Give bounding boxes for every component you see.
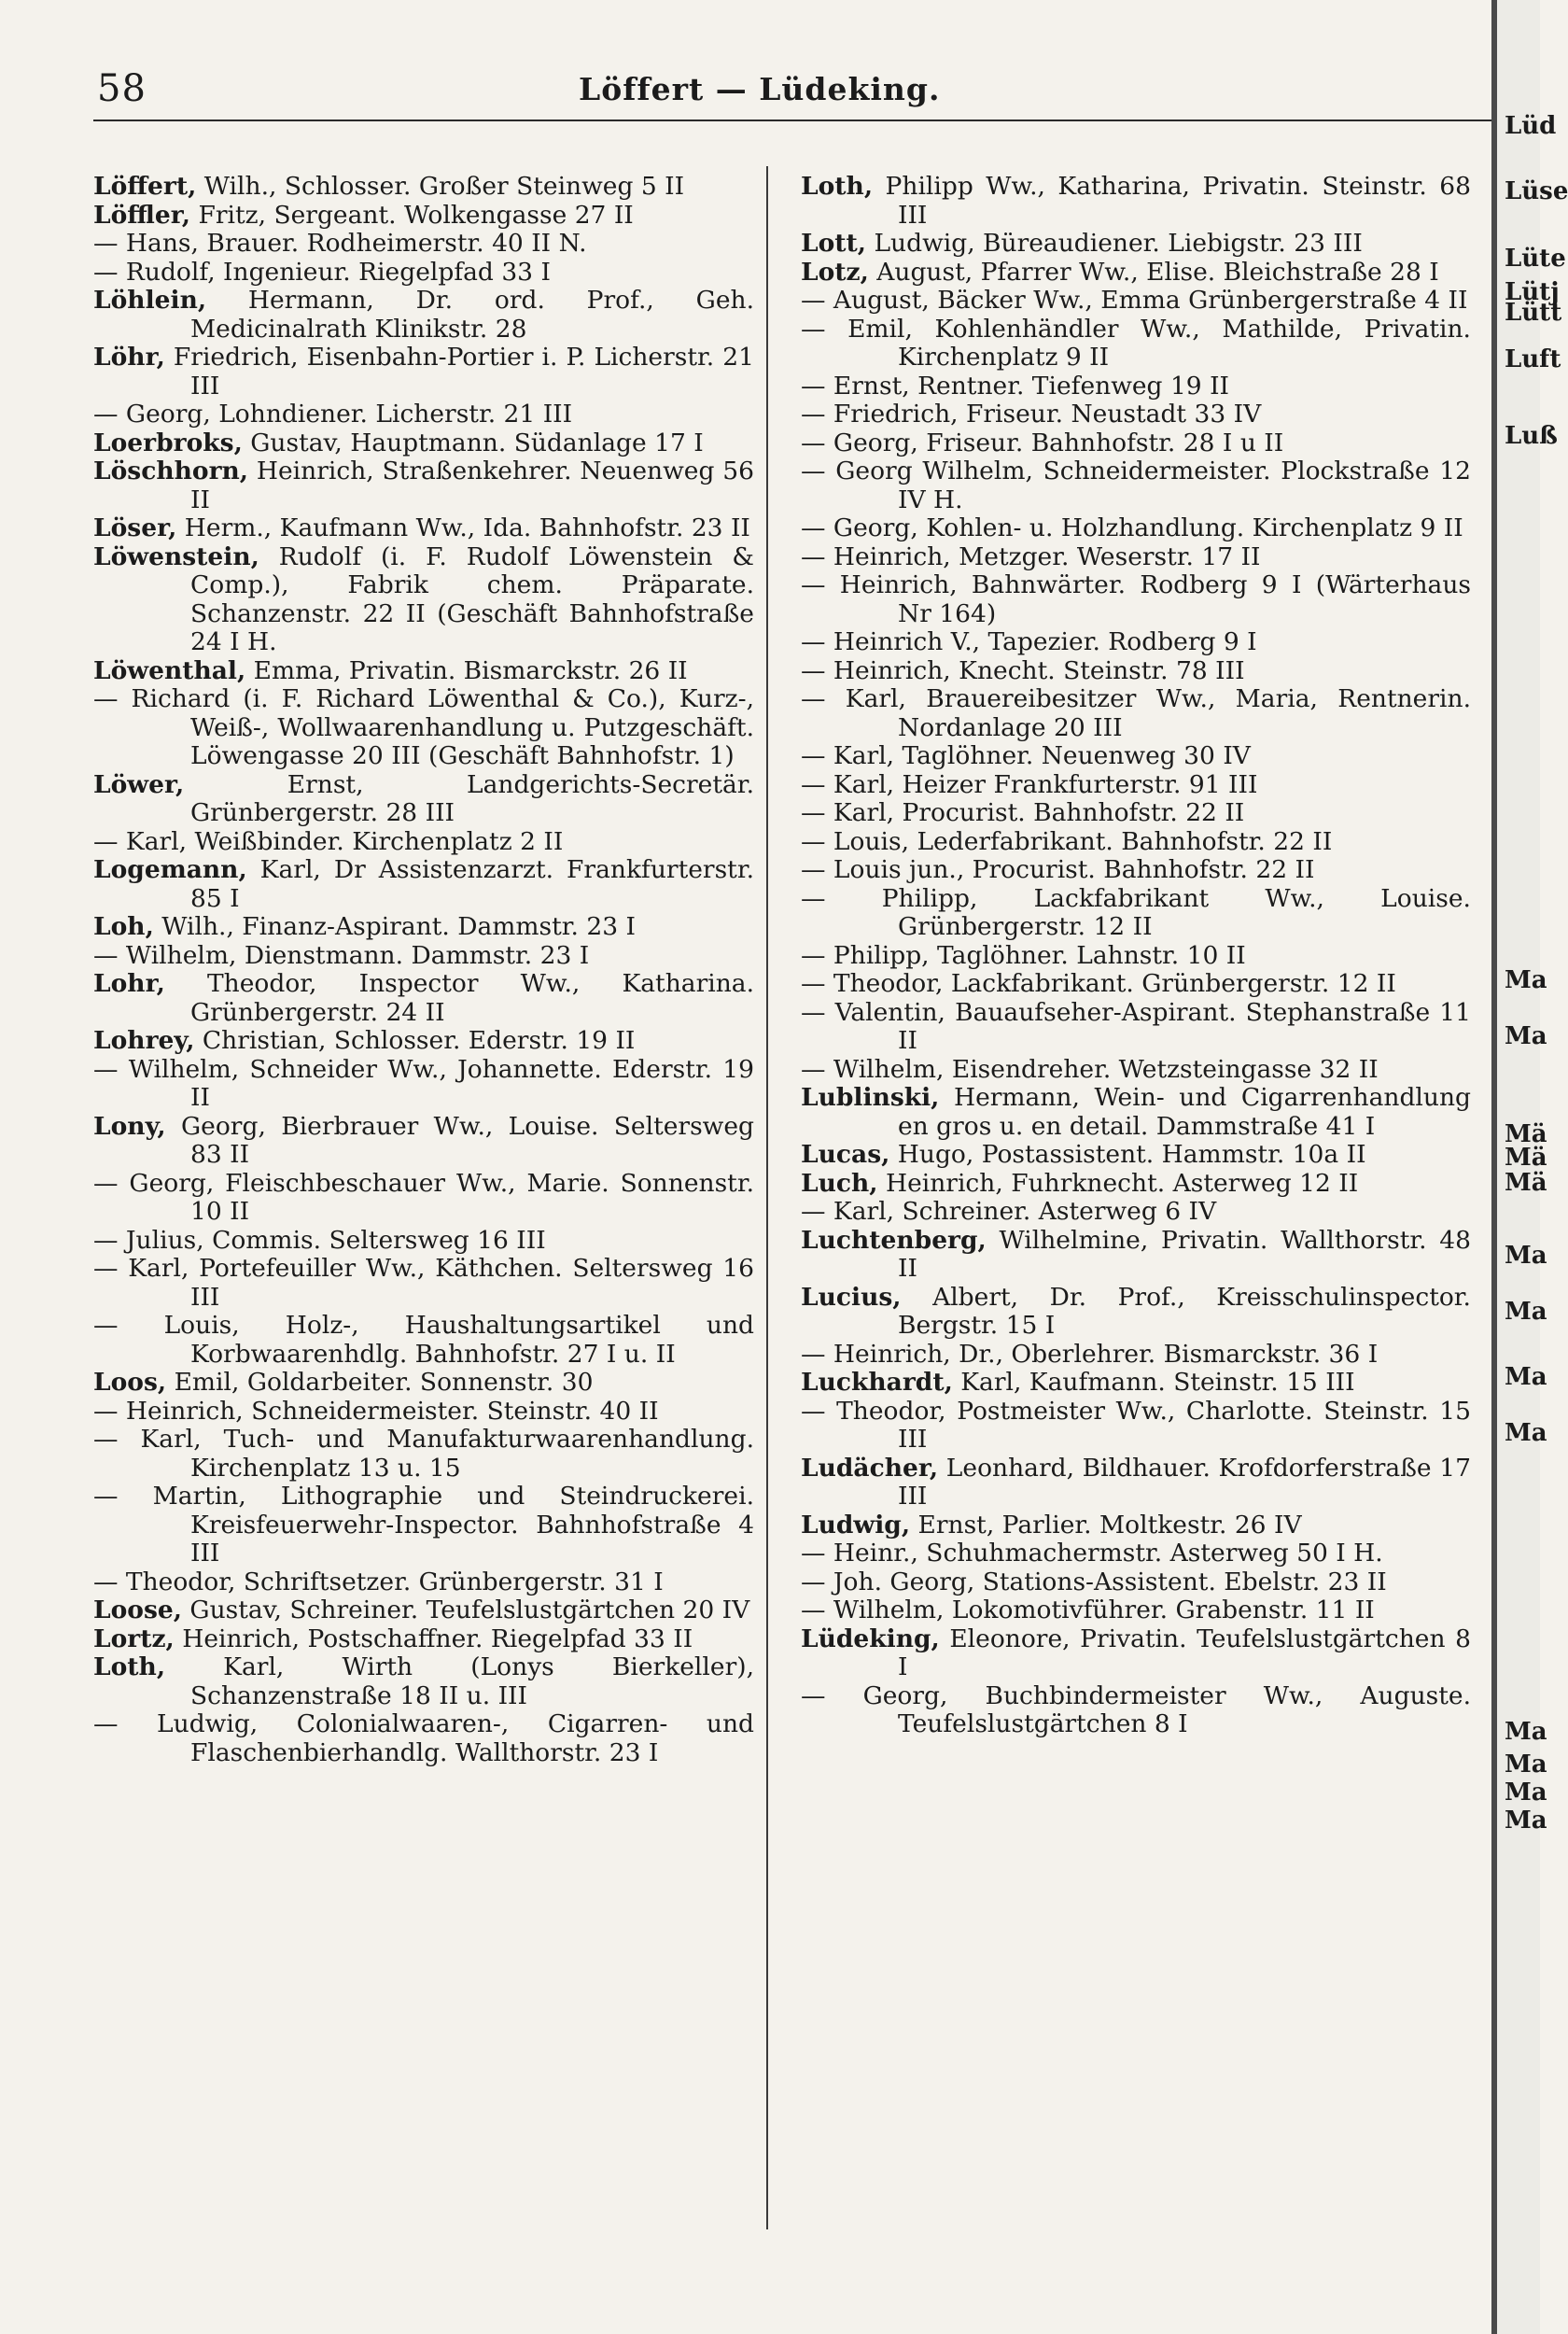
directory-entry — [801, 230, 1471, 259]
edge-fragment: Lüse — [1505, 177, 1568, 205]
entry-surname: Ludwig, — [801, 1510, 911, 1540]
directory-entry — [93, 259, 754, 288]
directory-entry — [801, 259, 1471, 288]
directory-entry — [93, 1398, 754, 1427]
directory-entry — [801, 1341, 1471, 1370]
entry-details: — Heinrich, Knecht. Steinstr. 78 III — [801, 655, 1245, 685]
edge-fragment: Ma — [1505, 1807, 1547, 1835]
directory-entry — [801, 429, 1471, 458]
directory-entry — [801, 1369, 1471, 1398]
directory-entry — [801, 799, 1471, 828]
entry-details: — Wilhelm, Schneider Ww., Johannette. Ederstr. 19 II — [93, 1054, 754, 1112]
directory-entry — [93, 657, 754, 686]
directory-entry — [93, 401, 754, 429]
entry-surname: Lony, — [93, 1111, 166, 1141]
directory-entry — [93, 1113, 754, 1170]
entry-details: — Heinrich V., Tapezier. Rodberg 9 I — [801, 627, 1257, 656]
running-header: Löffert — Lüdeking. — [579, 71, 941, 107]
entry-details: — Theodor, Lackfabrikant. Grünbergerstr. 12 II — [801, 969, 1396, 998]
entry-surname: Lohrey, — [93, 1026, 195, 1055]
directory-entry — [93, 1426, 754, 1483]
edge-fragment: Mä — [1505, 1144, 1547, 1172]
edge-fragment: Lütt — [1505, 299, 1562, 327]
entry-details: — Louis, Lederfabrikant. Bahnhofstr. 22 II — [801, 826, 1333, 856]
directory-entry — [93, 287, 754, 344]
directory-entry — [93, 1255, 754, 1312]
directory-entry — [801, 1540, 1471, 1568]
entry-details: — Richard (i. F. Richard Löwenthal & Co.), Kurz-, Weiß-, Wollwaarenhandlung u. Putzgeschäft. Löwengasse 20 III (Geschäft Bahnhofstr. 1) — [93, 684, 754, 770]
edge-fragment: Luft — [1505, 345, 1561, 373]
entry-details: — Theodor, Postmeister Ww., Charlotte. Steinstr. 15 III — [801, 1396, 1471, 1454]
entry-surname: Loos, — [93, 1368, 167, 1397]
column-divider — [766, 166, 768, 2229]
entry-surname: Löwer, — [93, 769, 185, 799]
edge-fragment: Mä — [1505, 1169, 1547, 1197]
directory-entry — [801, 1596, 1471, 1625]
entry-details: — Wilhelm, Eisendreher. Wetzsteingasse 32 II — [801, 1054, 1379, 1084]
entry-details: — Louis, Holz-, Haushaltungsartikel und Korbwaarenhdlg. Bahnhofstr. 27 I u. II — [93, 1311, 754, 1369]
directory-entry — [93, 913, 754, 942]
entry-details: Ludwig, Büreaudiener. Liebigstr. 23 III — [866, 229, 1363, 258]
page-number: 58 — [97, 67, 147, 110]
edge-fragment: Ma — [1505, 1022, 1547, 1050]
entry-surname: Lublinski, — [801, 1083, 940, 1112]
entry-details: — Karl, Heizer Frankfurterstr. 91 III — [801, 769, 1258, 799]
edge-fragment: Ma — [1505, 966, 1547, 994]
directory-entry — [93, 970, 754, 1027]
entry-details: Heinrich, Fuhrknecht. Asterweg 12 II — [877, 1168, 1359, 1198]
entry-details: — Georg, Buchbindermeister Ww., Auguste. Teufelslustgärtchen 8 I — [801, 1680, 1471, 1738]
entry-surname: Logemann, — [93, 855, 247, 884]
edge-fragment: Ma — [1505, 1242, 1547, 1270]
entry-surname: Loth, — [801, 172, 874, 201]
entry-details: Fritz, Sergeant. Wolkengasse 27 II — [190, 200, 634, 230]
edge-fragment: Ma — [1505, 1750, 1547, 1779]
edge-fragment: Ma — [1505, 1718, 1547, 1746]
entry-details: — Georg, Friseur. Bahnhofstr. 28 I u II — [801, 428, 1284, 457]
directory-entry — [93, 1596, 754, 1625]
directory-entry — [93, 942, 754, 971]
entry-details: — Georg, Lohndiener. Licherstr. 21 III — [93, 400, 573, 429]
directory-entry — [801, 543, 1471, 572]
entry-details: Wilhelmine, Privatin. Wallthorstr. 48 II — [898, 1225, 1471, 1283]
entry-details: — Karl, Portefeuiller Ww., Käthchen. Seltersweg 16 III — [93, 1254, 754, 1312]
directory-entry — [801, 1056, 1471, 1085]
entry-surname: Ludächer, — [801, 1453, 939, 1483]
entry-details: Emil, Goldarbeiter. Sonnenstr. 30 — [166, 1368, 594, 1397]
entry-details: Karl, Wirth (Lonys Bierkeller), Schanzenstraße 18 II u. III — [165, 1652, 754, 1710]
page-gutter — [1491, 0, 1497, 2334]
entry-details: Albert, Dr. Prof., Kreisschulinspector. Bergstr. 15 I — [898, 1282, 1471, 1340]
entry-details: August, Pfarrer Ww., Elise. Bleichstraße 28 I — [868, 257, 1439, 287]
entry-details: Hermann, Dr. ord. Prof., Geh. Medicinalrath Klinikstr. 28 — [190, 286, 754, 344]
directory-entry — [93, 685, 754, 771]
entry-details: — Louis jun., Procurist. Bahnhofstr. 22 II — [801, 855, 1315, 884]
entry-details: Heinrich, Straßenkehrer. Neuenweg 56 II — [190, 457, 754, 514]
entry-surname: Loth, — [93, 1652, 166, 1681]
directory-entry — [93, 1227, 754, 1256]
entry-details: — Rudolf, Ingenieur. Riegelpfad 33 I — [93, 257, 551, 287]
entry-details: Emma, Privatin. Bismarckstr. 26 II — [245, 655, 688, 685]
directory-entry — [801, 1198, 1471, 1227]
directory-entry — [801, 1511, 1471, 1540]
entry-surname: Lohr, — [93, 969, 165, 998]
directory-entry — [801, 1170, 1471, 1199]
entry-surname: Lott, — [801, 229, 867, 258]
directory-entry — [93, 1653, 754, 1710]
directory-entry — [93, 1710, 754, 1767]
directory-entry — [93, 457, 754, 514]
entry-details: — Heinrich, Dr., Oberlehrer. Bismarckstr. 36 I — [801, 1339, 1379, 1369]
directory-entry — [801, 970, 1471, 999]
entry-details: — Joh. Georg, Stations-Assistent. Ebelstr. 23 II — [801, 1567, 1387, 1596]
directory-entry — [801, 316, 1471, 373]
entry-surname: Lüdeking, — [801, 1624, 940, 1653]
entry-details: Heinrich, Postschaffner. Riegelpfad 33 II — [174, 1624, 693, 1653]
entry-details: — Theodor, Schriftsetzer. Grünbergerstr. 31 I — [93, 1567, 664, 1596]
directory-entry — [801, 657, 1471, 686]
directory-entry — [801, 1625, 1471, 1682]
entry-details: Ernst, Landgerichts-Secretär. Grünbergerstr. 28 III — [184, 769, 754, 827]
entry-details: — Emil, Kohlenhändler Ww., Mathilde, Privatin. Kirchenplatz 9 II — [801, 314, 1471, 372]
directory-entry — [93, 1312, 754, 1369]
edge-fragment: Ma — [1505, 1298, 1547, 1326]
directory-entry — [801, 885, 1471, 942]
entry-surname: Löhlein, — [93, 286, 207, 315]
right-column — [801, 173, 1471, 1739]
entry-details: — Friedrich, Friseur. Neustadt 33 IV — [801, 400, 1262, 429]
entry-details: — Philipp, Lackfabrikant Ww., Louise. Grünbergerstr. 12 II — [801, 883, 1471, 941]
entry-details: Gustav, Hauptmann. Südanlage 17 I — [242, 428, 704, 457]
entry-details: Friedrich, Eisenbahn-Portier i. P. Licherstr. 21 III — [164, 343, 754, 401]
entry-surname: Luckhardt, — [801, 1368, 953, 1397]
directory-entry — [93, 344, 754, 401]
entry-surname: Lortz, — [93, 1624, 175, 1653]
entry-surname: Lucius, — [801, 1282, 902, 1312]
entry-details: — Georg, Kohlen- u. Holzhandlung. Kirchenplatz 9 II — [801, 513, 1463, 542]
directory-entry — [93, 856, 754, 913]
entry-details: — Georg Wilhelm, Schneidermeister. Plockstraße 12 IV H. — [801, 457, 1471, 514]
entry-details: Karl, Kaufmann. Steinstr. 15 III — [952, 1368, 1355, 1397]
directory-entry — [801, 1568, 1471, 1597]
directory-entry — [801, 1284, 1471, 1341]
directory-entry — [801, 828, 1471, 857]
directory-entry — [801, 685, 1471, 742]
directory-entry — [801, 1398, 1471, 1455]
entry-details: Leonhard, Bildhauer. Krofdorferstraße 17 III — [898, 1453, 1471, 1511]
directory-entry — [93, 1625, 754, 1654]
entry-details: — Karl, Weißbinder. Kirchenplatz 2 II — [93, 826, 564, 856]
entry-surname: Luch, — [801, 1168, 878, 1198]
edge-fragment: Lüte — [1505, 245, 1566, 273]
directory-entry — [801, 771, 1471, 800]
entry-surname: Lotz, — [801, 257, 869, 287]
entry-details: — Karl, Brauereibesitzer Ww., Maria, Rentnerin. Nordanlage 20 III — [801, 684, 1471, 742]
entry-details: — Martin, Lithographie und Steindruckerei. Kreisfeuerwehr-Inspector. Bahnhofstraße 4 III — [93, 1482, 754, 1568]
entry-details: Karl, Dr Assistenzarzt. Frankfurterstr. 85 I — [190, 855, 754, 913]
entry-details: — Wilhelm, Lokomotivführer. Grabenstr. 11 II — [801, 1596, 1375, 1624]
entry-details: — Heinrich, Bahnwärter. Rodberg 9 I (Wärterhaus Nr 164) — [801, 570, 1471, 628]
entry-details: Wilh., Finanz-Aspirant. Dammstr. 23 I — [153, 912, 636, 941]
entry-details: — Heinrich, Metzger. Weserstr. 17 II — [801, 541, 1261, 571]
directory-entry — [801, 287, 1471, 316]
edge-fragment: Mä — [1505, 1120, 1547, 1148]
entry-details: — Heinr., Schuhmachermstr. Asterweg 50 I H. — [801, 1539, 1383, 1568]
entry-details: Wilh., Schlosser. Großer Steinweg 5 II — [196, 172, 685, 201]
entry-details: — Wilhelm, Dienstmann. Dammstr. 23 I — [93, 940, 590, 970]
directory-entry — [93, 1170, 754, 1227]
entry-details: Rudolf (i. F. Rudolf Löwenstein & Comp.), Fabrik chem. Präparate. Schanzenstr. 22 II (Geschäft Bahnhofstraße 24 I H. — [190, 541, 754, 656]
entry-surname: Löffler, — [93, 200, 191, 230]
edge-fragment: Ma — [1505, 1419, 1547, 1447]
directory-entry — [93, 543, 754, 657]
entry-details: Christian, Schlosser. Ederstr. 19 II — [194, 1026, 636, 1055]
directory-entry — [801, 457, 1471, 514]
directory-entry — [93, 1568, 754, 1597]
entry-surname: Löhr, — [93, 343, 165, 372]
entry-details: — Hans, Brauer. Rodheimerstr. 40 II N. — [93, 229, 587, 258]
entry-surname: Loerbroks, — [93, 428, 243, 457]
entry-surname: Löschhorn, — [93, 457, 249, 485]
edge-fragment: Luß — [1505, 422, 1558, 450]
entry-details: Georg, Bierbrauer Ww., Louise. Seltersweg 83 II — [165, 1111, 754, 1169]
entry-details: — Valentin, Bauaufseher-Aspirant. Stephanstraße 11 II — [801, 997, 1471, 1055]
directory-entry — [801, 999, 1471, 1056]
directory-entry — [801, 1084, 1471, 1141]
entry-details: — Ludwig, Colonialwaaren-, Cigarren- und Flaschenbierhandlg. Wallthorstr. 23 I — [93, 1709, 754, 1767]
edge-fragment: Ma — [1505, 1779, 1547, 1807]
directory-entry — [801, 514, 1471, 543]
entry-details: Ernst, Parlier. Moltkestr. 26 IV — [910, 1510, 1302, 1540]
directory-entry — [801, 942, 1471, 971]
directory-entry — [801, 571, 1471, 628]
entry-surname: Löser, — [93, 513, 177, 542]
directory-entry — [93, 173, 754, 202]
entry-details: — Karl, Schreiner. Asterweg 6 IV — [801, 1197, 1217, 1226]
entry-details: Herm., Kaufmann Ww., Ida. Bahnhofstr. 23 II — [176, 513, 750, 542]
directory-entry — [801, 173, 1471, 230]
edge-fragment: Lüd — [1505, 112, 1557, 140]
directory-entry — [93, 1027, 754, 1056]
adjacent-page-edge — [1491, 0, 1568, 2334]
directory-entry — [93, 514, 754, 543]
directory-entry — [801, 628, 1471, 657]
entry-details: — Georg, Fleischbeschauer Ww., Marie. Sonnenstr. 10 II — [93, 1168, 754, 1226]
left-column — [93, 173, 754, 1767]
entry-details: Hermann, Wein- und Cigarrenhandlung en gros u. en detail. Dammstraße 41 I — [898, 1083, 1471, 1141]
directory-entry — [801, 373, 1471, 401]
entry-details: — Philipp, Taglöhner. Lahnstr. 10 II — [801, 940, 1246, 970]
entry-surname: Loose, — [93, 1596, 182, 1624]
directory-entry — [801, 1682, 1471, 1739]
entry-surname: Luchtenberg, — [801, 1225, 987, 1255]
edge-fragment: Ma — [1505, 1363, 1547, 1391]
entry-details: — Ernst, Rentner. Tiefenweg 19 II — [801, 371, 1230, 401]
directory-entry — [93, 202, 754, 231]
edge-fragment: Lütj — [1505, 278, 1560, 306]
entry-details: Theodor, Inspector Ww., Katharina. Grünbergerstr. 24 II — [164, 969, 754, 1027]
directory-entry — [93, 828, 754, 857]
entry-surname: Lucas, — [801, 1140, 890, 1169]
directory-entry — [801, 856, 1471, 885]
entry-details: Gustav, Schreiner. Teufelslustgärtchen 20 IV — [182, 1596, 750, 1624]
directory-entry — [801, 742, 1471, 771]
entry-surname: Loh, — [93, 912, 154, 941]
entry-details: Hugo, Postassistent. Hammstr. 10a II — [889, 1140, 1366, 1169]
directory-entry — [93, 771, 754, 828]
entry-details: — Julius, Commis. Seltersweg 16 III — [93, 1225, 546, 1255]
directory-entry — [93, 1483, 754, 1568]
entry-details: — Heinrich, Schneidermeister. Steinstr. 40 II — [93, 1396, 659, 1426]
entry-details: — August, Bäcker Ww., Emma Grünbergerstraße 4 II — [801, 286, 1468, 315]
entry-details: — Karl, Taglöhner. Neuenweg 30 IV — [801, 741, 1251, 770]
entry-surname: Löwenthal, — [93, 655, 246, 685]
entry-details: — Karl, Tuch- und Manufakturwaarenhandlung. Kirchenplatz 13 u. 15 — [93, 1425, 754, 1483]
directory-entry — [93, 230, 754, 259]
directory-entry — [801, 1455, 1471, 1511]
entry-surname: Löwenstein, — [93, 541, 259, 571]
directory-entry — [801, 1141, 1471, 1170]
directory-entry — [801, 1227, 1471, 1284]
entry-details: — Karl, Procurist. Bahnhofstr. 22 II — [801, 798, 1245, 827]
directory-entry — [93, 429, 754, 458]
entry-details: Philipp Ww., Katharina, Privatin. Steinstr. 68 III — [873, 172, 1471, 230]
directory-entry — [93, 1056, 754, 1113]
entry-details: Eleonore, Privatin. Teufelslustgärtchen 8 I — [898, 1624, 1471, 1681]
header-rule — [93, 120, 1497, 121]
entry-surname: Löffert, — [93, 172, 197, 201]
directory-entry — [801, 401, 1471, 429]
directory-entry — [93, 1369, 754, 1398]
